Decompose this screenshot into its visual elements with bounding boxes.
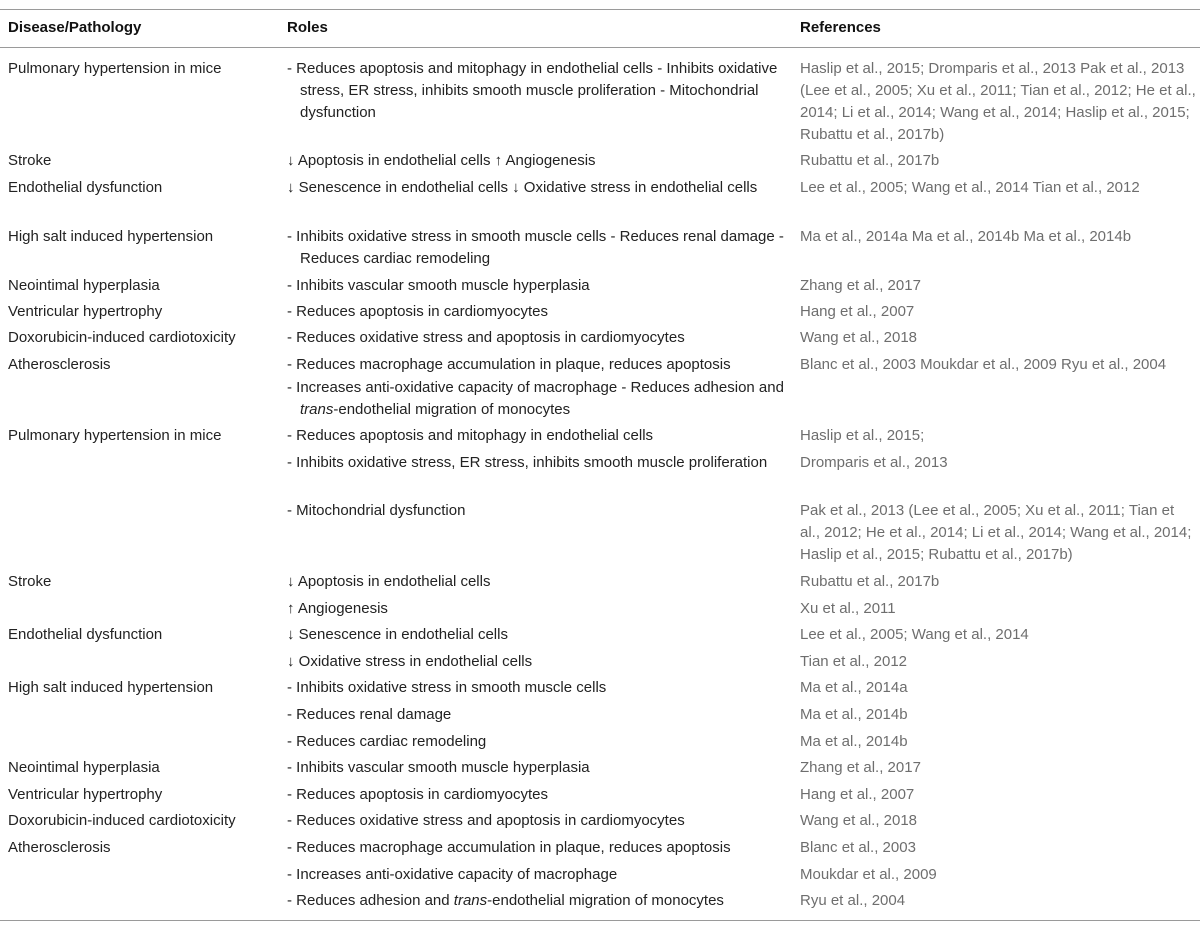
references-cell: Zhang et al., 2017 <box>800 759 921 776</box>
disease-cell: Stroke <box>8 152 52 169</box>
references-cell: Ryu et al., 2004 <box>800 892 906 909</box>
references-cell: Ma et al., 2014b <box>800 733 908 750</box>
header-roles: Roles <box>287 19 328 36</box>
roles-text: - Increases anti-oxidative capacity of macrophage - Reduces adhesion and <box>287 379 784 396</box>
roles-cell: - Reduces oxidative stress and apoptosis in cardiomyocytes <box>287 812 685 829</box>
roles-cell: - Inhibits oxidative stress in smooth muscle cells <box>287 679 607 696</box>
references-cell: Xu et al., 2011 <box>800 600 896 617</box>
roles-cell: - Reduces cardiac remodeling <box>287 733 487 750</box>
references-cell: Wang et al., 2018 <box>800 329 918 346</box>
roles-cell: ↓ Apoptosis in endothelial cells <box>287 573 491 590</box>
disease-cell: Atherosclerosis <box>8 839 111 856</box>
disease-cell: Pulmonary hypertension in mice <box>8 427 222 444</box>
references-cell: Pak et al., 2013 (Lee et al., 2005; Xu et al., 2011; Tian et al., 2012; He et al., 2014; Li et al., 2014; Wang et al., 2014; Haslip et al., 2015; Rubattu et al., 2017b) <box>800 502 1192 563</box>
references-cell: Hang et al., 2007 <box>800 303 915 320</box>
disease-cell: Pulmonary hypertension in mice <box>8 60 222 77</box>
disease-cell: Neointimal hyperplasia <box>8 277 160 294</box>
roles-cell: ↑ Angiogenesis <box>287 600 388 617</box>
roles-cell: ↓ Apoptosis in endothelial cells ↑ Angiogenesis <box>287 152 596 169</box>
roles-cell: - Reduces apoptosis and mitophagy in endothelial cells - Inhibits oxidative stress, ER stress, inhibits smooth muscle proliferation - Mitochondrial dysfunction <box>287 60 778 121</box>
roles-text: - Reduces adhesion and <box>287 892 454 909</box>
roles-cell: ↓ Oxidative stress in endothelial cells <box>287 653 533 670</box>
top-rule <box>0 9 1200 10</box>
roles-cell: - Reduces apoptosis in cardiomyocytes <box>287 786 548 803</box>
references-cell: Ma et al., 2014b <box>800 706 908 723</box>
roles-italic-text: trans <box>453 892 488 909</box>
roles-cell: - Reduces renal damage <box>287 706 452 723</box>
header-rule <box>0 47 1200 48</box>
disease-cell: Doxorubicin-induced cardiotoxicity <box>8 329 236 346</box>
disease-cell: Atherosclerosis <box>8 356 111 373</box>
disease-cell: Ventricular hypertrophy <box>8 303 163 320</box>
references-cell: Lee et al., 2005; Wang et al., 2014 <box>800 626 1029 643</box>
roles-cell: - Inhibits oxidative stress, ER stress, inhibits smooth muscle proliferation <box>287 454 768 471</box>
roles-cell: - Reduces macrophage accumulation in plaque, reduces apoptosis <box>287 356 731 373</box>
disease-cell: Endothelial dysfunction <box>8 179 163 196</box>
roles-cell <box>287 377 795 421</box>
roles-cell <box>287 890 782 912</box>
references-cell: Zhang et al., 2017 <box>800 277 921 294</box>
references-cell: Tian et al., 2012 <box>800 653 908 670</box>
roles-cell: - Reduces apoptosis and mitophagy in endothelial cells <box>287 427 654 444</box>
disease-cell: Ventricular hypertrophy <box>8 786 163 803</box>
roles-cell: - Inhibits oxidative stress in smooth muscle cells - Reduces renal damage - Reduces cardiac remodeling <box>287 228 784 267</box>
references-cell: Dromparis et al., 2013 <box>800 454 948 471</box>
roles-cell: - Reduces apoptosis in cardiomyocytes <box>287 303 548 320</box>
references-cell: Haslip et al., 2015; Dromparis et al., 2013 Pak et al., 2013 (Lee et al., 2005; Xu et al., 2011; Tian et al., 2012; He et al., 2014; Li et al., 2014; Wang et al., 2014; Haslip et al., 2015; Rubattu et al., 2017b) <box>800 60 1196 143</box>
header-disease: Disease/Pathology <box>8 19 142 36</box>
disease-cell: High salt induced hypertension <box>8 228 214 245</box>
roles-text: -endothelial migration of monocytes <box>487 892 724 909</box>
roles-cell: - Inhibits vascular smooth muscle hyperplasia <box>287 277 590 294</box>
roles-cell: - Reduces oxidative stress and apoptosis in cardiomyocytes <box>287 329 685 346</box>
references-cell: Ma et al., 2014a <box>800 679 908 696</box>
references-cell: Lee et al., 2005; Wang et al., 2014 Tian et al., 2012 <box>800 179 1140 196</box>
roles-cell: - Inhibits vascular smooth muscle hyperplasia <box>287 759 590 776</box>
disease-cell: Neointimal hyperplasia <box>8 759 160 776</box>
references-cell: Blanc et al., 2003 Moukdar et al., 2009 Ryu et al., 2004 <box>800 356 1167 373</box>
roles-cell: ↓ Senescence in endothelial cells <box>287 626 508 643</box>
disease-cell: Stroke <box>8 573 52 590</box>
roles-cell: - Mitochondrial dysfunction <box>287 502 466 519</box>
references-cell: Wang et al., 2018 <box>800 812 918 829</box>
roles-cell: ↓ Senescence in endothelial cells ↓ Oxidative stress in endothelial cells <box>287 179 758 196</box>
roles-cell: - Increases anti-oxidative capacity of macrophage <box>287 866 618 883</box>
disease-cell: High salt induced hypertension <box>8 679 214 696</box>
roles-cell: - Reduces macrophage accumulation in plaque, reduces apoptosis <box>287 839 731 856</box>
references-cell: Hang et al., 2007 <box>800 786 915 803</box>
references-cell: Haslip et al., 2015; <box>800 427 925 444</box>
references-cell: Ma et al., 2014a Ma et al., 2014b Ma et al., 2014b <box>800 228 1132 245</box>
references-cell: Rubattu et al., 2017b <box>800 573 940 590</box>
bottom-rule <box>0 920 1200 921</box>
references-cell: Rubattu et al., 2017b <box>800 152 940 169</box>
disease-cell: Doxorubicin-induced cardiotoxicity <box>8 812 236 829</box>
roles-italic-text: trans <box>300 401 334 418</box>
references-cell: Blanc et al., 2003 <box>800 839 916 856</box>
roles-text: -endothelial migration of monocytes <box>333 401 571 418</box>
references-cell: Moukdar et al., 2009 <box>800 866 937 883</box>
header-references: References <box>800 19 881 36</box>
disease-cell: Endothelial dysfunction <box>8 626 163 643</box>
